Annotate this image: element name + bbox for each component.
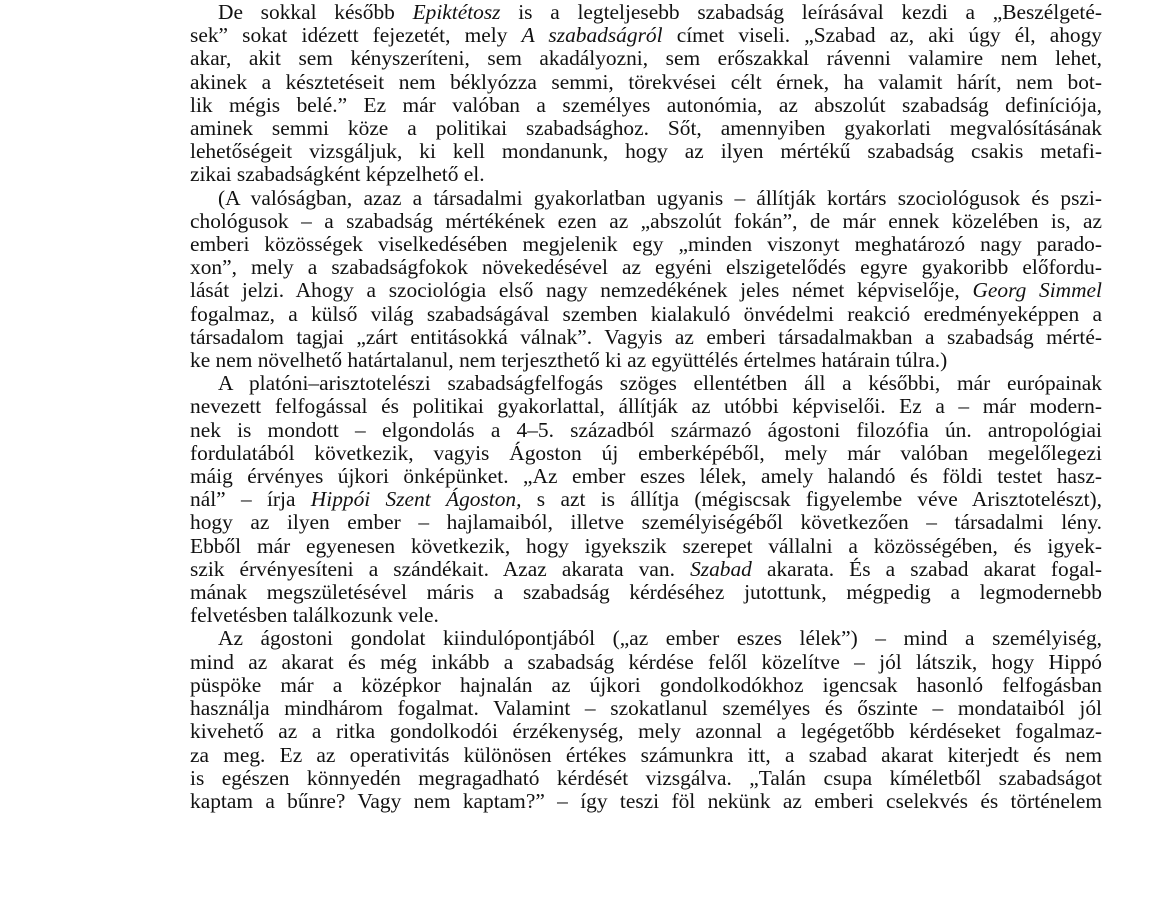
text-line xyxy=(190,535,1102,558)
text-line xyxy=(190,558,1102,581)
text-line xyxy=(190,790,1102,813)
text-line xyxy=(190,488,1102,511)
text-line xyxy=(190,279,1102,302)
text-segment: xon”, mely a szabadságfokok növekedésével az egyéni elszigetelődés egyre gyakoribb előfordu- xyxy=(190,255,1102,280)
text-segment: nevezett felfogással és politikai gyakorlattal, állítják az utóbbi képviselői. Ez a – már modern- xyxy=(190,394,1102,419)
text-segment: Ebből már egyenesen következik, hogy igyekszik szerepet vállalni a közösségében, és igyek- xyxy=(190,533,1102,558)
text-segment: De sokkal később xyxy=(218,0,413,24)
text-segment: mind az akarat és még inkább a szabadság kérdése felől közelítve – jól látszik, hogy Hippó xyxy=(190,649,1102,674)
text-segment: szik érvényesíteni a szándékait. Azaz akarata van. xyxy=(190,556,691,581)
text-segment: nál” – írja xyxy=(190,487,311,512)
text-line xyxy=(190,163,1102,186)
text-line xyxy=(190,71,1102,94)
text-segment: címet viseli. „Szabad az, aki úgy él, ahogy xyxy=(662,23,1102,48)
text-segment: chológusok – a szabadság mértékének ezen az „abszolút fokán”, de már ennek közelében is, az xyxy=(190,208,1102,233)
text-segment: akinek a késztetéseit nem béklyózza semmi, törekvései célt érnek, ha valamit hárít, nem bot- xyxy=(190,69,1102,94)
text-line xyxy=(190,47,1102,70)
text-line xyxy=(190,651,1102,674)
text-segment: ke nem növelhető határtalanul, nem terjeszthető ki az együttélés értelmes határain túlra.) xyxy=(190,348,948,373)
text-segment: (A valóságban, azaz a társadalmi gyakorlatban ugyanis – állítják kortárs szociológusok és pszi- xyxy=(218,185,1102,210)
text-segment: felvetésben találkozunk vele. xyxy=(190,603,439,628)
text-segment: hogy az ilyen ember – hajlamaiból, illetve személyiségéből következően – társadalmi lény. xyxy=(190,510,1102,535)
text-line xyxy=(190,256,1102,279)
italic-text: Georg Simmel xyxy=(972,278,1102,303)
text-line xyxy=(190,24,1102,47)
text-line xyxy=(190,674,1102,697)
text-segment: A platóni–arisztotelészi szabadságfelfogás szöges ellentétben áll a későbbi, már európainak xyxy=(218,371,1102,396)
paragraph xyxy=(190,187,1102,373)
text-segment: aminek semmi köze a politikai szabadsághoz. Sőt, amennyiben gyakorlati megvalósításának xyxy=(190,116,1102,141)
text-segment: za meg. Ez az operativitás különösen értékes számunkra itt, a szabad akarat kiterjedt és nem xyxy=(190,742,1102,767)
text-segment: akarata. És a szabad akarat fogal- xyxy=(751,556,1102,581)
text-line xyxy=(190,604,1102,627)
text-segment: is a legteljesebb szabadság leírásával kezdi a „Beszélgeté- xyxy=(500,0,1102,24)
text-line xyxy=(190,117,1102,140)
text-line xyxy=(190,233,1102,256)
text-segment: s azt is állítja (mégiscsak figyelembe véve Arisztotelészt), xyxy=(521,487,1102,512)
text-segment: fogalmaz, a külső világ szabadságával szemben kialakuló önvédelmi reakció eredményeképpen a xyxy=(190,301,1102,326)
italic-text: Szabad xyxy=(690,556,752,581)
text-segment: sek” sokat idézett fejezetét, mely xyxy=(190,23,522,48)
italic-text: A szabadságról xyxy=(521,23,663,48)
text-segment: nek is mondott – elgondolás a 4–5. századból származó ágostoni filozófia ún. antropológiai xyxy=(190,417,1102,442)
text-line xyxy=(190,720,1102,743)
text-segment: társadalom tagjai „zárt entitásokká válnak”. Vagyis az emberi társadalmakban a szabadság mérté- xyxy=(190,324,1102,349)
text-line xyxy=(190,303,1102,326)
text-line xyxy=(190,140,1102,163)
text-line xyxy=(190,419,1102,442)
text-segment: fordulatából következik, vagyis Ágoston új emberképéből, mely már valóban megelőlegezi xyxy=(190,440,1102,465)
document-page xyxy=(190,1,1102,813)
paragraph xyxy=(190,627,1102,813)
text-line xyxy=(190,187,1102,210)
paragraph xyxy=(190,372,1102,627)
text-segment: máig érvényes újkori önképünket. „Az ember eszes lélek, amely halandó és földi testet hasz- xyxy=(190,464,1102,489)
text-segment: kaptam a bűnre? Vagy nem kaptam?” – így teszi föl nekünk az emberi cselekvés és történelem xyxy=(190,788,1102,813)
text-segment: lehetőségeit vizsgáljuk, ki kell mondanunk, hogy az ilyen mértékű szabadság csakis metafi- xyxy=(190,139,1102,164)
text-line xyxy=(190,744,1102,767)
text-line xyxy=(190,627,1102,650)
text-line xyxy=(190,1,1102,24)
text-line xyxy=(190,210,1102,233)
paragraph xyxy=(190,1,1102,187)
text-segment: mának megszületésével máris a szabadság kérdéséhez jutottunk, mégpedig a legmodernebb xyxy=(190,580,1102,605)
text-line xyxy=(190,697,1102,720)
italic-text: Hippói Szent Ágoston, xyxy=(310,487,522,512)
text-line xyxy=(190,372,1102,395)
text-segment: használja mindhárom fogalmat. Valamint – szokatlanul személyes és őszinte – mondataiból jól xyxy=(190,696,1102,721)
text-segment: lását jelzi. Ahogy a szociológia első nagy nemzedékének jeles német képviselője, xyxy=(190,278,973,303)
text-line xyxy=(190,94,1102,117)
text-line xyxy=(190,511,1102,534)
text-line xyxy=(190,349,1102,372)
text-line xyxy=(190,465,1102,488)
text-segment: is egészen könnyedén megragadható kérdését vizsgálva. „Talán csupa kíméletből szabadságot xyxy=(190,765,1102,790)
text-segment: Az ágostoni gondolat kiindulópontjából („az ember eszes lélek”) – mind a személyiség, xyxy=(218,626,1102,651)
text-segment: püspöke már a középkor hajnalán az újkori gondolkodókhoz igencsak hasonló felfogásban xyxy=(190,672,1102,697)
text-line xyxy=(190,395,1102,418)
text-segment: emberi közösségek viselkedésében megjelenik egy „minden viszonyt meghatározó nagy parado- xyxy=(190,232,1102,257)
text-line xyxy=(190,581,1102,604)
text-segment: zikai szabadságként képzelhető el. xyxy=(190,162,485,187)
text-segment: akar, akit sem kényszeríteni, sem akadályozni, sem erőszakkal rávenni valamire nem lehet, xyxy=(190,46,1102,71)
text-segment: lik mégis belé.” Ez már valóban a személyes autonómia, az abszolút szabadság definíciója, xyxy=(190,92,1102,117)
text-line xyxy=(190,442,1102,465)
italic-text: Epiktétosz xyxy=(412,0,501,24)
text-line xyxy=(190,326,1102,349)
text-segment: kivehető az a ritka gondolkodói érzékenység, mely azonnal a legégetőbb kérdéseket fogalmaz- xyxy=(190,719,1102,744)
text-line xyxy=(190,767,1102,790)
